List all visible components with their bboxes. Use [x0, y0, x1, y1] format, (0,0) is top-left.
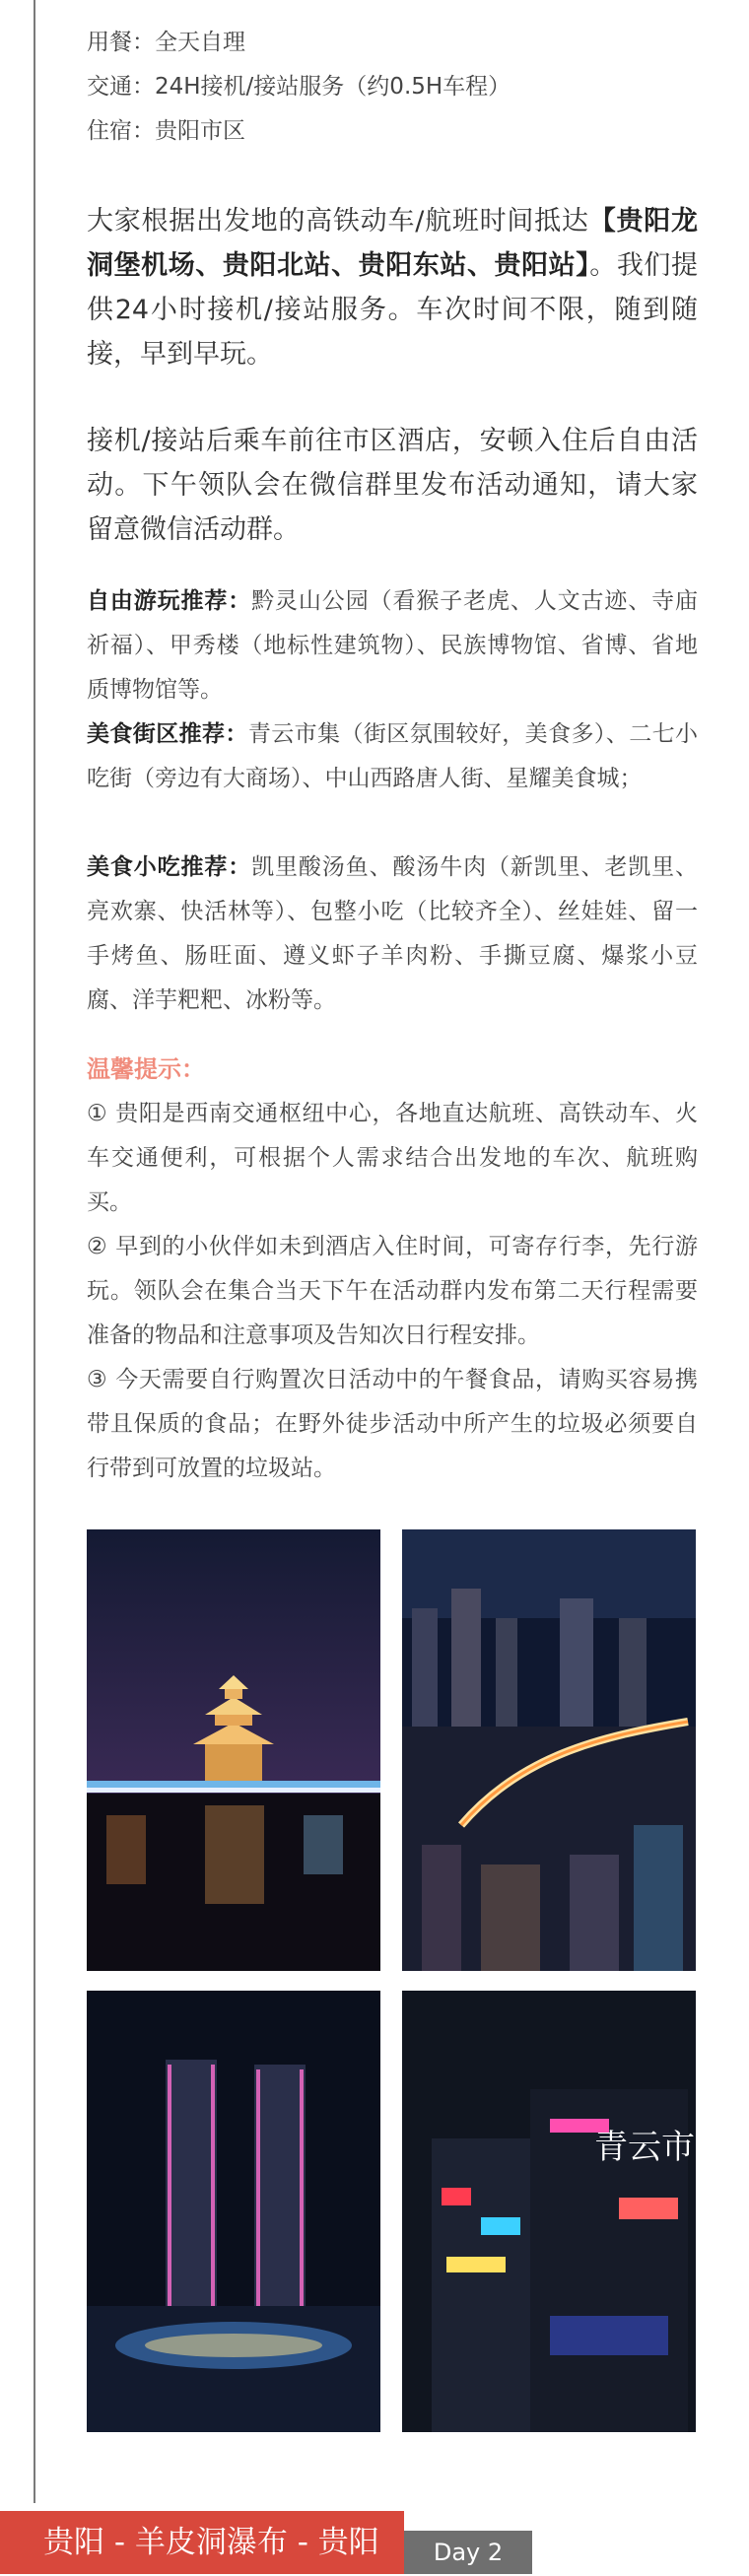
tip-item: ③ 今天需要自行购置次日活动中的午餐食品，请购买容易携带且保质的食品；在野外徒步活动中所产生的垃圾必须要自行带到可放置的垃圾站。 [87, 1367, 698, 1481]
food-street-recommendation [87, 712, 698, 801]
rec-text: 青云市集（街区氛围较好，美食多）、二七小吃街（旁边有大商场）、中山西路唐人街、星耀美食城； [87, 721, 699, 791]
lodging-info: 住宿：贵阳市区 [87, 118, 245, 144]
day-number-label: Day 2 [404, 2531, 532, 2574]
pavilion-night-photo [87, 1529, 380, 1971]
twin-towers-photo [87, 1991, 380, 2432]
intro-stations: 【贵阳龙洞堡机场、贵阳北站、贵阳东站、贵阳站】 [87, 206, 698, 281]
tips-title: 温馨提示： [87, 1055, 205, 1083]
neon-market-photo [402, 1991, 728, 2432]
intro-text-b: 。我们提供24小时接机/接站服务。车次时间不限，随到随接，早到早玩。 [87, 250, 699, 370]
intro-text-a: 大家根据出发地的高铁动车/航班时间抵达 [87, 206, 589, 237]
intro-paragraph-1 [87, 199, 698, 376]
timeline-line [34, 0, 35, 2503]
day-header [0, 2501, 749, 2576]
rec-label: 自由游玩推荐： [87, 588, 252, 614]
tip-item: ① 贵阳是西南交通枢纽中心，各地直达航班、高铁动车、火车交通便利，可根据个人需求结合出发地的车次、航班购买。 [87, 1101, 698, 1215]
rec-text: 凯里酸汤鱼、酸汤牛肉（新凯里、老凯里、亮欢寨、快活林等）、包整小吃（比较齐全）、丝娃娃、留一手烤鱼、肠旺面、遵义虾子羊肉粉、手撕豆腐、爆浆小豆腐、洋芋粑粑、冰粉等。 [87, 854, 699, 1013]
market-sign-text: 青云市集 [594, 2128, 728, 2167]
tip-item: ② 早到的小伙伴如未到酒店入住时间，可寄存行李，先行游玩。领队会在集合当天下午在活动群内发布第二天行程需要准备的物品和注意事项及告知次日行程安排。 [87, 1234, 698, 1348]
free-play-recommendation [87, 579, 698, 712]
rec-label: 美食街区推荐： [87, 721, 248, 747]
intro-paragraph-2: 接机/接站后乘车前往市区酒店，安顿入住后自由活动。下午领队会在微信群里发布活动通知，请大家留意微信活动群。 [87, 426, 698, 545]
rec-label: 美食小吃推荐： [87, 854, 252, 880]
city-light-trail-photo [402, 1529, 696, 1971]
snack-recommendation [87, 846, 698, 1023]
meal-info: 用餐：全天自理 [87, 30, 245, 55]
rec-text: 黔灵山公园（看猴子老虎、人文古迹、寺庙祈福）、甲秀楼（地标性建筑物）、民族博物馆、省博、省地质博物馆等。 [87, 588, 699, 703]
transport-info: 交通：24H接机/接站服务（约0.5H车程） [87, 74, 511, 100]
day-route-title: 贵阳 - 羊皮洞瀑布 - 贵阳 [0, 2511, 404, 2574]
